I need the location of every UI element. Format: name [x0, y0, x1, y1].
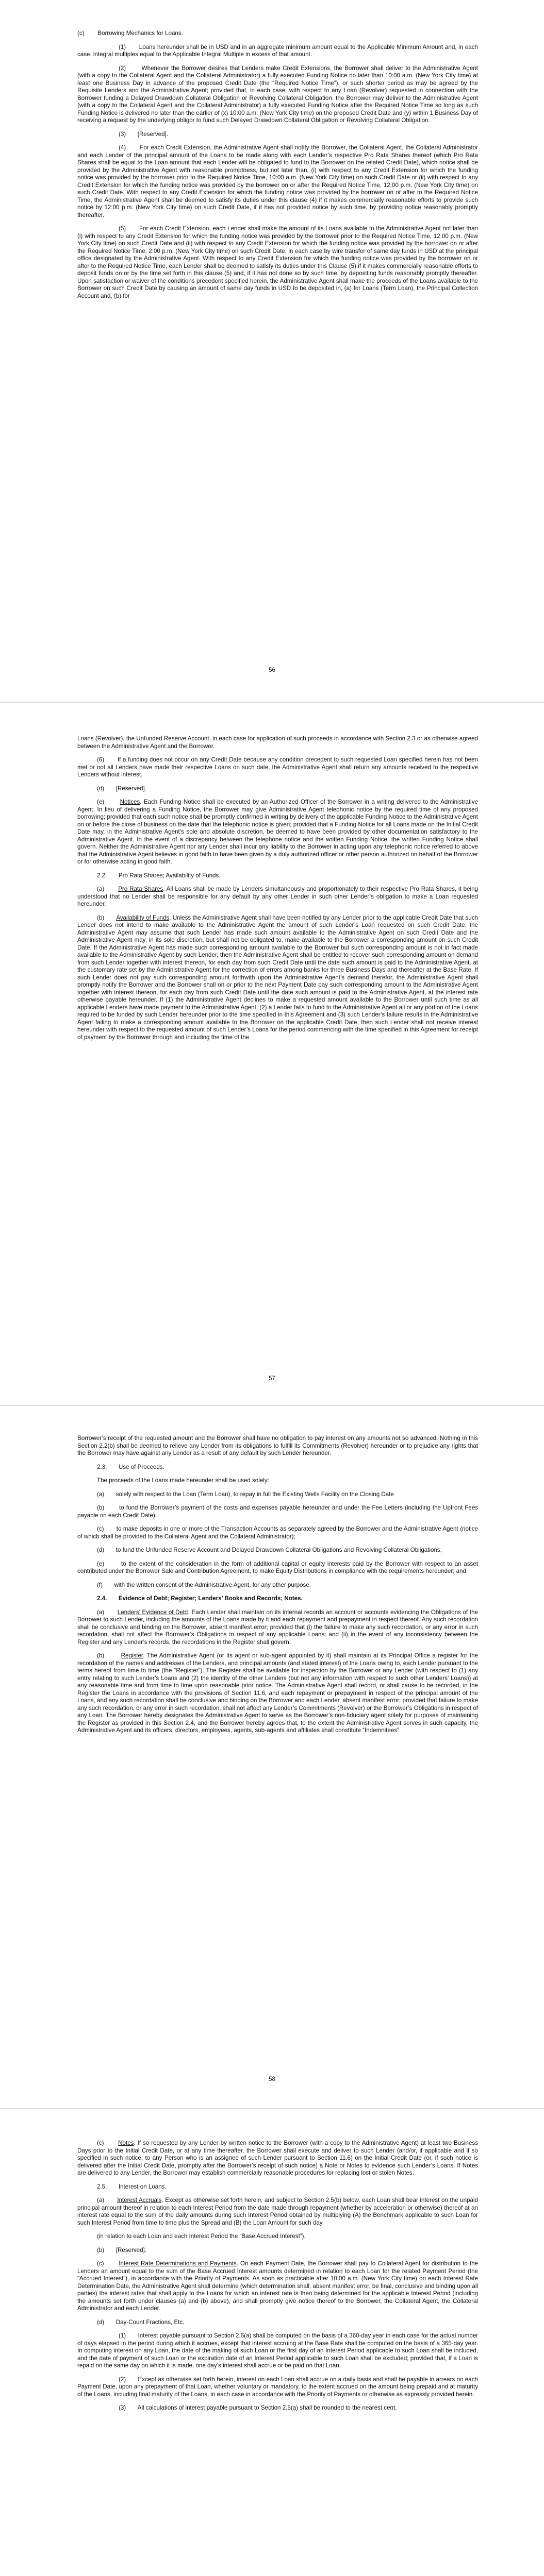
- paragraph: [77, 2197, 478, 2227]
- paragraph: (d) Day-Count Fractions, Etc.: [97, 2318, 185, 2326]
- clause-heading: Register: [121, 1652, 143, 1659]
- clause-label: (a): [97, 886, 105, 892]
- clause-label: (c): [97, 2260, 104, 2267]
- clause-heading: Interest Accruals: [117, 2197, 162, 2204]
- clause-text: . The Administrative Agent (or its agent or sub-agent appointed by it) shall maintain at its Principal Office a register for the recordation of the names and addresses of the Lenders, and principal amounts (and stated interest) of the Loans owing to, each Lender pursuant to the terms hereof from time to time (the “Register”). The Register shall be available for inspection by the Borrower or any Lender (with respect to (1) any entry relating to such Lender’s Loans and (2) the identity of the other Lenders (but not any information with respect to such other Lenders’ Loans)) at any reasonable time and from time to time upon reasonable prior notice. The Administrative Agent shall record, or shall cause to be recorded, in the Register the Loans in accordance with the provisions of Section 11.6, and each repayment or prepayment in respect of the principal amount of the Loans, and any such recordation shall be conclusive and binding on the Borrower and each Lender, absent manifest error; provided that failure to make any such recordation, or any error in such recordation, shall not affect any Lender’s Commitments (Revolver) or the Borrower’s Obligations in respect of any Loan. The Borrower hereby designates the Administrative Agent to serve as the Borrower’s non-fiduciary agent solely for purposes of maintaining the Register as provided in this Section 2.4, and the Borrower hereby agrees that, to the extent the Administrative Agent serves in such capacity, the Administrative Agent and its officers, directors, employees, agents, sub-agents and affiliates shall constitute “Indemnitees”.: [77, 1652, 478, 1734]
- paragraph: [77, 914, 478, 1042]
- paragraph: [77, 799, 478, 866]
- paragraph: (d) to fund the Unfunded Reserve Account and Delayed Drawdown Collateral Obligations and Revolving Collateral Obligations;: [97, 1547, 442, 1553]
- page-body: [77, 2110, 478, 2412]
- paragraph: (3) All calculations of interest payable pursuant to Section 2.5(a) shall be rounded to the nearest cent.: [119, 2404, 397, 2411]
- paragraph: [77, 1652, 478, 1735]
- clause-heading: Notes: [118, 2140, 134, 2146]
- paragraph: (1) Interest payable pursuant to Section 2.5(a) shall be computed on the basis of a 360-day year in each case for the actual number of days elapsed in the period during which it accrues, except that interest accruing at the Base Rate shall be computed on the basis of a 365-day year. In computing interest on any Loan, the date of the making of such Loan or the first day of an Interest Period applicable to such Loan shall be included, and the date of payment of such Loan or the expiration date of an Interest Period applicable to such Loan shall be excluded; provided that, if a Loan is repaid on the same day on which it is made, one day’s interest shall accrue or be paid on that Loan.: [77, 2332, 478, 2369]
- paragraph: [77, 886, 478, 908]
- paragraph: (a) solely with respect to the Loan (Term Loan), to repay in full the Existing Wells Facility on the Closing Date: [97, 1490, 394, 1498]
- paragraph: (6) If a funding does not occur on any Credit Date because any condition precedent to such requested Loan specified herein has not been met or not all Lenders have made their respective Loans on such date, the Administrative Agent shall return any amounts received to the respective Lenders without interest.: [77, 756, 478, 778]
- section-heading: [77, 1595, 478, 1603]
- clause-heading: Availability of Funds: [116, 914, 170, 921]
- clause-text: . Unless the Administrative Agent shall have been notified by any Lender prior to the applicable Credit Date that such Lender does not intend to make available to the Administrative Agent the amount of such Lender’s Loan requested on such Credit Date, the Administrative Agent may assume that such Lender has made such amount available to the Administrative Agent on such Credit Date and the Administrative Agent may, in its sole discretion, but shall not be obligated to, make available to the Borrower a corresponding amount on such Credit Date. If the Administrative Agent has made such corresponding amount available to the Borrower but such corresponding amount is not in fact made available to the Administrative Agent by such Lender, then the Administrative Agent shall be entitled to recover such corresponding amount on demand from such Lender together with interest thereon, for each day from such Credit Date until the date such amount is paid to the Administrative Agent, at the customary rate set by the Administrative Agent for the correction of errors among banks for three Business Days and thereafter at the Base Rate. If such Lender does not pay such corresponding amount forthwith upon the Administrative Agent’s demand therefor, the Administrative Agent shall promptly notify the Borrower and the Borrower shall on or prior to the next Payment Date pay such corresponding amount to the Administrative Agent together with interest thereon, for each day from such Credit Date until the date such amount is paid to the Administrative Agent, at the interest rate otherwise payable hereunder. If (1) the Administrative Agent declines to make a requested amount available to the Borrower until such time as all applicable Lenders have made payment to the Administrative Agent, (2) a Lender fails to fund to the Administrative Agent all or any portion of the Loans required to be funded by such Lender hereunder prior to the time specified in this Agreement and (3) such Lender’s failure results in the Administrative Agent failing to make a corresponding amount available to the Borrower on the applicable Credit Date, then such Lender shall not receive interest hereunder with respect to the requested amount of such Lender’s Loans for the period commencing with the time specified in this Agreement for receipt of payment by the Borrower through and including the time of the: [77, 914, 478, 1041]
- document-page-59: [0, 2110, 544, 2418]
- paragraph: (e) to the extent of the consideration in the form of additional capital or equity interests paid by the Borrower with respect to an asset contributed under the Borrower Sale and Contribution Agreement, to make Equity Distributions in compliance with the requirements hereunder; and: [77, 1560, 478, 1574]
- paragraph: (d) [Reserved].: [97, 785, 146, 792]
- clause-heading: Notices: [120, 799, 140, 805]
- paragraph: (2) Whenever the Borrower desires that Lenders make Credit Extensions, the Borrower shall deliver to the Administrative Agent (with a copy to the Collateral Agent and the Collateral Administrator) a fully executed Funding Notice no later than 10:00 a.m. (New York City time) at least one Business Day in advance of the proposed Credit Date (the “Required Notice Time”), or such shorter period as may be agreed by the Requisite Lenders and the Administrative Agent; provided that, in each case, with respect to any Loan (Revolver) requested in connection with the Borrower funding a Delayed Drawdown Collateral Obligation or Revolving Collateral Obligation, the Borrower may deliver to the Administrative Agent (with a copy to the Collateral Agent and the Collateral Administrator) a fully executed Funding Notice after the Required Notice Time so long as such Funding Notice is delivered no later than the earlier of (x) 10:00 a.m. (New York City time) on the proposed Credit Date and (y) within 1 Business Day of receiving a request by the underlying obligor to fund such Delayed Drawdown Collateral Obligation or Revolving Collateral Obligation.: [77, 64, 478, 124]
- document-page-57: [0, 703, 544, 1382]
- clause-label: (b): [97, 914, 105, 921]
- paragraph: Borrower’s receipt of the requested amount and the Borrower shall have no obligation to pay interest on any amounts not so advanced. Nothing in this Section 2.2(b) shall be deemed to relieve any Lender from its obligations to fulfill its Commitments (Revolver) hereunder or to prejudice any rights that the Borrower may have against any Lender as a result of any default by such Lender hereunder.: [77, 1435, 478, 1456]
- paragraph: (in relation to each Loan and each Interest Period the “Base Accrued Interest”).: [97, 2233, 306, 2240]
- paragraph: [77, 2260, 478, 2313]
- paragraph: (c) Borrowing Mechanics for Loans.: [77, 30, 183, 37]
- clause-text: . Except as otherwise set forth herein, and subject to Section 2.5(b) below, each Loan shall bear interest on the unpaid principal amount thereof in relation to each Interest Period from the date made through repayment (whether by acceleration or otherwise) thereof at an interest rate equal to the sum of the daily amounts during such Interest Period obtained by multiplying (A) the Benchmark applicable to such Loan for such Interest Period from time to time plus the Spread and (B) the Loan Amount for such day: [77, 2197, 478, 2226]
- section-heading-bold: 2.4. Evidence of Debt; Register; Lenders’ Books and Records; Notes.: [97, 1595, 303, 1602]
- clause-heading: Lenders’ Evidence of Debt: [117, 1608, 188, 1616]
- paragraph: The proceeds of the Loans made hereunder shall be used solely:: [97, 1477, 269, 1484]
- page-divider: [0, 1405, 544, 1406]
- paragraph: (c) to make deposits in one or more of the Transaction Accounts as separately agreed by the Borrower and the Administrative Agent (notice of which shall be provided to the Collateral Agent and the Collateral Administrator);: [77, 1526, 478, 1540]
- clause-label: (c): [97, 2140, 104, 2146]
- clause-text: . All Loans shall be made by Lenders simultaneously and proportionately to their respective Pro Rata Shares, it being understood that no Lender shall be responsible for any default by any other Lender in such other Lender’s obligation to make a Loan requested hereunder.: [77, 886, 478, 907]
- paragraph: (2) Except as otherwise set forth herein, interest on each Loan shall accrue on a daily basis and shall be payable in arrears on each Payment Date, upon any prepayment of that Loan, whether voluntary or mandatory, to the extent accrued on the amount being prepaid and at maturity of the Loans, including final maturity of the Loans, in each case in accordance with the Priority of Payments or otherwise as expressly provided herein.: [77, 2376, 478, 2398]
- page-body: [77, 1406, 478, 1735]
- clause-heading: Pro Rata Shares: [118, 886, 163, 892]
- page-body: [77, 703, 478, 1041]
- paragraph: (3) [Reserved].: [119, 130, 168, 138]
- clause-label: (b): [97, 1652, 105, 1659]
- page-number: 57: [269, 1376, 275, 1382]
- paragraph: (b) [Reserved].: [97, 2246, 146, 2253]
- paragraph: (1) Loans hereunder shall be in USD and in an aggregate minimum amount equal to the Applicable Minimum Amount and, in each case, integral multiples equal to the Applicable Integral Multiple in excess of that amount.: [77, 43, 478, 58]
- paragraph: (f) with the written consent of the Administrative Agent, for any other purpose.: [97, 1581, 311, 1588]
- section-heading: 2.2. Pro Rata Shares; Availability of Funds.: [97, 872, 221, 879]
- paragraph: Loans (Revolver), the Unfunded Reserve Account, in each case for application of such proceeds in accordance with Section 2.3 or as otherwise agreed between the Administrative Agent and the Borrower.: [77, 735, 478, 750]
- clause-label: (e): [97, 799, 105, 805]
- paragraph: [77, 1609, 478, 1647]
- document-page-58: [0, 1406, 544, 2082]
- page-divider: [0, 2108, 544, 2109]
- clause-heading: Interest Rate Determinations and Payments: [119, 2260, 237, 2267]
- clause-text: . On each Payment Date, the Borrower shall pay to Collateral Agent for distribution to the Lenders an amount equal to the sum of the Base Accrued Interest amounts determined in relation to each Loan for the related Payment Period (the “Accrued Interest”), in accordance with the Priority of Payments. As soon as practicable after 10:00 a.m. (New York City time) on each Interest Rate Determination Date, the Administrative Agent shall determine (which determination shall, absent manifest error, be final, conclusive and binding upon all parties) the interest rates that shall apply to the Loans for which an interest rate is then being determined for the applicable Interest Period (including the amounts set forth under clauses (a) and (b) above), and shall promptly give notice thereof to the Borrower, the Collateral Agent, the Collateral Administrator and each Lender.: [77, 2260, 478, 2312]
- document-page-56: [0, 0, 544, 673]
- clause-text: . Each Lender shall maintain on its internal records an account or accounts evidencing the Obligations of the Borrower to such Lender, including the amounts of the Loans made by it and each repayment and prepayment in respect thereof. Any such recordation shall be conclusive and binding on the Borrower, absent manifest error; provided that (i) the failure to make any such recordation, or any error in such recordation, shall not affect the Borrower’s Obligations in respect of any applicable Loans; and (ii) in the event of any inconsistency between the Register and any Lender’s records, the recordations in the Register shall govern.: [77, 1608, 478, 1646]
- page-number: 58: [269, 2076, 275, 2082]
- page-body: [77, 0, 478, 300]
- page-number: 56: [269, 667, 275, 673]
- clause-text: . Each Funding Notice shall be executed by an Authorized Officer of the Borrower in a writing delivered to the Administrative Agent. In lieu of delivering a Funding Notice, the Borrower may give Administrative Agent telephonic notice by the required time of any proposed borrowing; provided that each such notice shall be promptly confirmed in writing by delivery of the applicable Funding Notice to the Administrative Agent on or before the close of business on the date that the telephonic notice is given; provided that a Funding Notice for all Loans made on the Initial Credit Date may, in the Administrative Agent’s sole and absolute discretion, be deemed to have been provided by other documentation satisfactory to the Administrative Agent. In the event of a discrepancy between the telephone notice and the written Funding Notice, the written Funding Notice shall govern. Neither the Administrative Agent nor any Lender shall incur any liability to the Borrower in acting upon any telephonic notice referred to above that the Administrative Agent believes in good faith to have been given by a duly authorized officer or other person authorized on behalf of the Borrower or for otherwise acting in good faith.: [77, 799, 478, 865]
- paragraph: (5) For each Credit Extension, each Lender shall make the amount of its Loans available to the Administrative Agent not later than (i) with respect to any Credit Extension for which the funding notice was provided by the borrower prior to the Required Notice Time, 12:00 p.m. (New York City time) on such Credit Date and (ii) with respect to any Credit Extension for which the funding notice was provided by the borrower on or after the Required Notice Time, 2:00 p.m. (New York City time) on such Credit Date, in each case by wire transfer of same day funds in USD at the principal office designated by the Administrative Agent. With respect to any Credit Extension for which the funding notice was provided by the borrower on or after to the Required Notice Time, each Lender shall be deemed to satisfy its duties under this Clause (5) if it makes commercially reasonable efforts to deposit funds on or by the time set forth in this clause (5) and, if it has not done so by such time, by depositing funds reasonably promptly thereafter. Upon satisfaction or waiver of the conditions precedent specified herein, the Administrative Agent shall make the proceeds of the Loans available to the Borrower on such Credit Date by causing an amount of same day funds in USD to be deposited in, (a) for Loans (Term Loan), the Principal Collection Account and, (b) for: [77, 225, 478, 299]
- paragraph: (b) to fund the Borrower’s payment of the costs and expenses payable hereunder and under the Fee Letters (including the Upfront Fees payable on each Credit Date);: [77, 1504, 478, 1519]
- clause-label: (a): [97, 1608, 105, 1616]
- paragraph: (4) For each Credit Extension, the Administrative Agent shall notify the Borrower, the Collateral Agent, the Collateral Administrator and each Lender of the principal amount of the Loans to be made along with each Lender’s respective Pro Rata Shares thereof (which Pro Rata Shares shall be equal to the Loan amount that each Lender will be obligated to fund to the Borrower on the related Credit Date), which notice shall be provided by the Administrative Agent with reasonable promptness, but not later than, (i) with respect to any Credit Extension for which the funding notice was provided by the borrower prior to the Required Notice Time, 10:00 a.m. (New York City time) on such Credit Date or (ii) with respect to any Credit Extension for which the funding notice was provided by the borrower on or after the Required Notice Time, 12:00 p.m. (New York City time) on such Credit Date. With respect to any Credit Extension for which the funding notice was provided by the borrower on or after to the Required Notice Time, the Administrative Agent shall be deemed to satisfy its duties under this clause (4) if it makes commercially reasonable efforts to provide such notice by 12:00 p.m. (New York City time) on such Credit Date, if it has not provided notice by such time, by providing notice reasonably promptly thereafter.: [77, 144, 478, 218]
- clause-label: (a): [97, 2197, 105, 2204]
- paragraph: [77, 2140, 478, 2177]
- clause-text: . If so requested by any Lender by written notice to the Borrower (with a copy to the Administrative Agent) at least two Business Days prior to the Initial Credit Date, or at any time thereafter, the Borrower shall execute and deliver to such Lender (and/or, if applicable and if so specified in such notice, to any Person who is an assignee of such Lender pursuant to Section 11.6) on the Initial Credit Date (or, if such notice is delivered after the Initial Credit Date, promptly after the Borrower’s receipt of such notice) a Note or Notes to evidence such Lender’s Loans. If Notes are delivered to any Lender, the Borrower may establish commercially reasonable procedures for replacing lost or stolen Notes.: [77, 2140, 478, 2176]
- page-divider: [0, 702, 544, 703]
- section-heading: 2.5. Interest on Loans.: [97, 2183, 167, 2190]
- section-heading: 2.3. Use of Proceeds.: [97, 1463, 164, 1470]
